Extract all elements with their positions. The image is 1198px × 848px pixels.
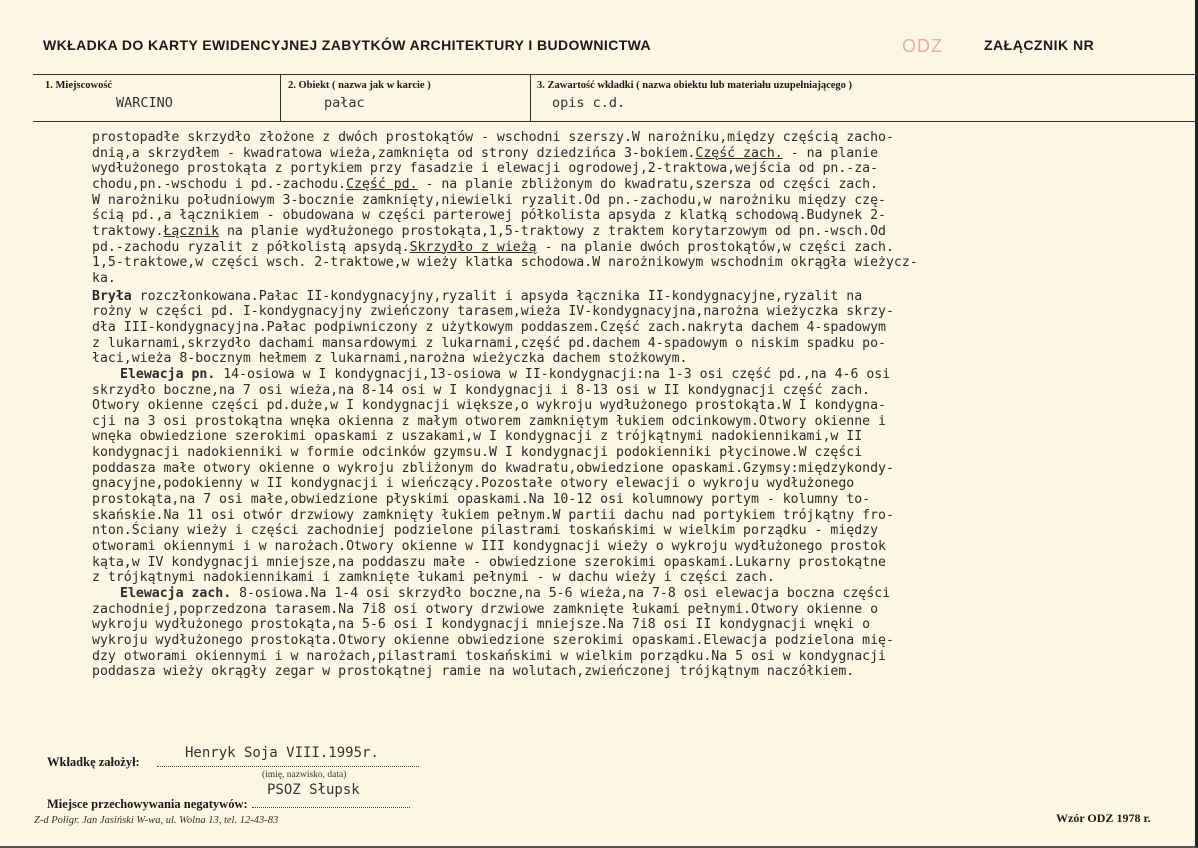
section-heading: Łącznik <box>163 223 220 239</box>
author-caption: (imię, nazwisko, data) <box>262 770 347 780</box>
header-bottom-rule <box>33 121 1198 122</box>
form-title: WKŁADKA DO KARTY EWIDENCYJNEJ ZABYTKÓW ARCHITEKTURY I BUDOWNICTWA <box>43 37 652 53</box>
author-label: Wkładkę założył: <box>47 755 140 769</box>
storage-label: Miejsce przechowywania negatywów: <box>47 797 248 811</box>
storage-value: PSOZ Słupsk <box>267 782 360 798</box>
text-line: cji na 3 osi prostokątna wnęka okienna z małym otworem zamkniętym łukiem odcinkowym.Otwory okienne i <box>92 413 886 429</box>
text-line: kondygnacji nadokienniki w formie odcinków gzymsu.W I kondygnacji podokienniki płycinowe.W części <box>92 445 863 461</box>
object-value: pałac <box>324 95 365 111</box>
text-line: z trójkątnymi nadokiennikami i zamknięte łukami pełnymi - w dachu wieży i części zach. <box>92 570 775 586</box>
locality-value: WARCINO <box>116 95 173 111</box>
text-line: chodu,pn.-wschodu i pd.-zachodu.Część pd. - na planie zbliżonym do kwadratu,szersza od części zach. <box>92 176 879 192</box>
section-heading: Część pd. <box>346 176 418 192</box>
text-line: z lukarnami,skrzydło dachami mansardowymi z lukarnami,część pd.dachem 4-spadowym o niskim spadku po- <box>92 335 886 351</box>
text-line: wydłużonego prostokąta z portykiem przy fasadzie i elewacji ogrodowej,2-traktowa,wejścia od pn.-za- <box>92 161 879 177</box>
field-divider-2 <box>530 75 531 121</box>
annex-label: ZAŁĄCZNIK NR <box>984 37 1095 53</box>
text-line: 1,5-traktowe,w części wsch. 2-traktowe,w wieży klatka schodowa.W narożnikowym wschodnim okrągła wieżycz- <box>92 255 918 271</box>
text-line: wykroju wydłużonego prostokąta.Otwory okienne obwiedzione szerokimi opaskami.Elewacja podzielona mię- <box>92 633 894 648</box>
text-line: prostokąta,na 7 osi małe,obwiedzione płyskimi opaskami.Na 10-12 osi kolumnowy portym - kolumny to- <box>92 492 871 508</box>
text-line: kąta,w IV kondygnacji mniejsze,na poddaszu małe - obwiedzione szerokimi opaskami.Lukarny prostokątne <box>92 554 886 570</box>
text-line: Bryła rozczłonkowana.Pałac II-kondygnacyjny,ryzalit i apsyda łącznika II-kondygnacyjne,ryzalit na <box>92 288 863 304</box>
author-value: Henryk Soja VIII.1995r. <box>185 745 379 761</box>
text-line: prostopadłe skrzydło złożone z dwóch prostokątów - wschodni szerszy.W narożniku,między częścią zacho- <box>92 130 894 145</box>
text-line: pd.-zachodu ryzalit z półkolistą apsydą.Skrzydło z wieżą - na planie dwóch prostokątów,w części zach. <box>92 239 894 255</box>
field-divider-1 <box>280 75 281 121</box>
section-heading: Część zach. <box>695 145 783 161</box>
text-line: W narożniku południowym 3-bocznie zamknięty,niewielki ryzalit.Od pn.-zachodu,w narożniku między czę- <box>92 192 886 208</box>
text-line: ścią pd.,a łącznikiem - obudowana w części parterowej półkolista apsyda z klatką schodową.Budynek 2- <box>92 208 886 224</box>
text-line: Elewacja zach. 8-osiowa.Na 1-4 osi skrzydło boczne,na 5-6 wieża,na 7-8 osi elewacja boczna części <box>120 586 891 602</box>
text-line: wnęka obwiedzione szerokimi opaskami z uszakami,w I kondygnacji z trójkątnymi nadokiennikami,w II <box>92 429 863 445</box>
content-label: 3. Zawartość wkładki ( nazwa obiektu lub materiału uzupełniającego ) <box>537 80 853 91</box>
header-top-rule <box>33 74 1198 75</box>
text-line: gnacyjne,podokienny w II kondygnacji i wieńczący.Pozostałe otwory elewacji o wykroju wydłużonego <box>92 476 855 492</box>
text-line: dzy otworami okiennymi i w narożach,pilastrami toskańskimi w wielkim porządku.Na 5 osi w kondygnacji <box>92 648 886 664</box>
text-line: Elewacja pn. 14-osiowa w I kondygnacji,13-osiowa w II-kondygnacji:na 1-3 osi część pd.,na 4-6 osi <box>120 366 891 382</box>
text-line: dła III-kondygnacyjna.Pałac podpiwniczony z użytkowym poddaszem.Część zach.nakryta dachem 4-spadowym <box>92 319 886 335</box>
object-label: 2. Obiekt ( nazwa jak w karcie ) <box>288 80 431 91</box>
text-line: poddasza małe otwory okienne o wykroju zbliżonym do kwadratu,obwiedzione opaskami.Gzymsy:międzykondy- <box>92 460 894 476</box>
text-line: Otwory okienne części pd.duże,w I kondygnacji większe,o wykroju wydłużonego prostokąta.W I kondygna- <box>92 398 886 414</box>
text-line: wykroju wydłużonego prostokąta,na 5-6 osi I kondygnacji mniejsze.Na 7i8 osi II kondygnacji wnęki o <box>92 617 871 633</box>
text-line: dnią,a skrzydłem - kwadratowa wieża,zamknięta od strony dziedzińca 3-bokiem.Część zach. - na planie <box>92 145 879 161</box>
description-text <box>92 130 1112 680</box>
text-line: zachodniej,poprzedzona tarasem.Na 7i8 osi otwory drzwiowe zamknięte łukami pełnymi.Otwory okienne o <box>92 601 879 617</box>
form-template-code: Wzór ODZ 1978 r. <box>1056 811 1151 825</box>
text-line: skrzydło boczne,na 7 osi wieża,na 8-14 osi w I kondygnacji i 8-13 osi w II kondygnacji część zach. <box>92 382 871 398</box>
text-line: łaci,wieża 8-bocznym hełmem z lukarnami,narożna wieżyczka dachem stożkowym. <box>92 351 688 367</box>
text-line: ka. <box>92 270 116 286</box>
text-line: traktowy.Łącznik na planie wydłużonego prostokąta,1,5-traktowy z traktem korytarzowym od pn.-wsch.Od <box>92 223 886 239</box>
section-heading: Bryła <box>92 288 132 304</box>
text-line: rożny w części pd. I-kondygnacyjny zwieńczony tarasem,wieża IV-kondygnacyjna,narożna wieżyczka skrzy- <box>92 304 894 320</box>
printer-imprint: Z-d Poligr. Jan Jasiński W-wa, ul. Wolna 13, tel. 12-43-83 <box>34 815 279 826</box>
author-dotted-line <box>157 766 419 767</box>
section-heading: Skrzydło z wieżą <box>409 239 537 255</box>
text-line: skańskie.Na 11 osi otwór drzwiowy zamknięty łukiem pełnym.W partii dachu nad portykiem trójkątny fro- <box>92 507 894 523</box>
stamp-code: ODZ <box>902 36 943 56</box>
text-line: otworami okiennymi i w narożach.Otwory okienne w III kondygnacji wieży o wykroju wydłużonego prostok <box>92 539 886 555</box>
storage-dotted-line <box>252 807 410 808</box>
section-heading: Elewacja pn. <box>120 366 216 382</box>
section-heading: Elewacja zach. <box>120 586 232 602</box>
text-line: nton.Ściany wieży i części zachodniej podzielone pilastrami toskańskimi w wielkim porządku - między <box>92 523 879 539</box>
locality-label: 1. Miejscowość <box>45 80 113 91</box>
content-value: opis c.d. <box>552 95 626 111</box>
text-line: poddasza wieży okrągły zegar w prostokątnej ramie na wolutach,zwieńczonej trójkątnym naczółkiem. <box>92 664 855 680</box>
